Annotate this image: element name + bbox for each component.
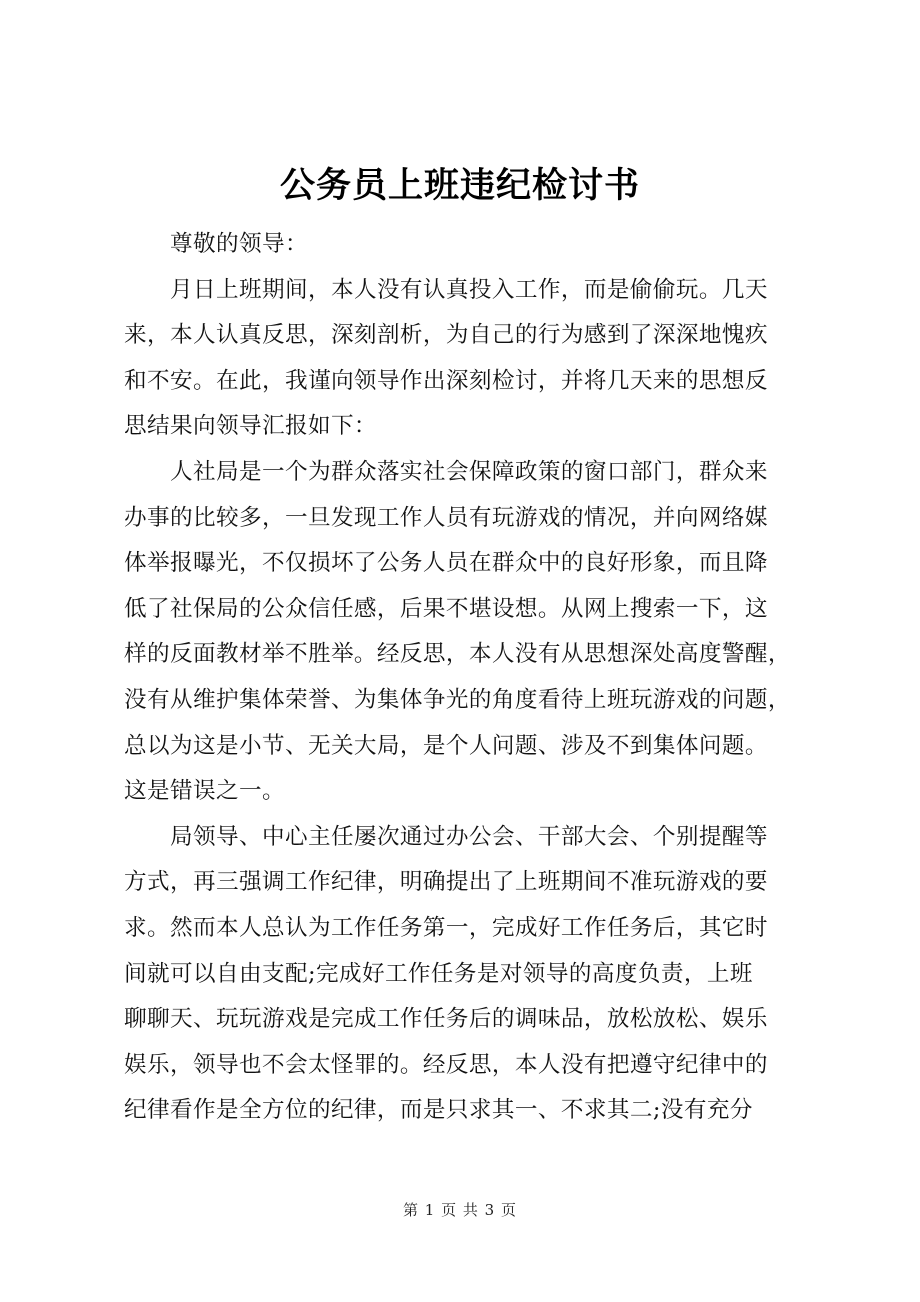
text-line: 低了社保局的公众信任感，后果不堪设想。从网上搜索一下，这	[124, 595, 768, 622]
page-number-footer: 第 1 页 共 3 页	[403, 1201, 517, 1219]
text-line: 月日上班期间，本人没有认真投入工作，而是偷偷玩。几天	[170, 276, 768, 303]
document-title: 公务员上班违纪检讨书	[279, 166, 640, 206]
document-body	[124, 222, 814, 1134]
text-line: 尊敬的领导：	[170, 231, 308, 257]
text-line: 求。然而本人总认为工作任务第一，完成好工作任务后，其它时	[124, 914, 768, 941]
text-line: 聊聊天、玩玩游戏是完成工作任务后的调味品，放松放松、娱乐	[124, 1006, 768, 1033]
text-line: 没有从维护集体荣誉、为集体争光的角度看待上班玩游戏的问题，	[124, 686, 791, 713]
text-line: 体举报曝光，不仅损坏了公务人员在群众中的良好形象，而且降	[124, 550, 768, 577]
text-line: 来，本人认真反思，深刻剖析，为自己的行为感到了深深地愧疚	[124, 322, 768, 349]
text-line: 人社局是一个为群众落实社会保障政策的窗口部门，群众来	[170, 458, 768, 485]
text-line: 办事的比较多，一旦发现工作人员有玩游戏的情况，并向网络媒	[124, 504, 768, 531]
text-line: 思结果向领导汇报如下：	[124, 413, 377, 440]
text-line: 方式，再三强调工作纪律，明确提出了上班期间不准玩游戏的要	[124, 869, 768, 896]
text-line: 间就可以自由支配;完成好工作任务是对领导的高度负责，上班	[124, 960, 753, 987]
text-line: 纪律看作是全方位的纪律，而是只求其一、不求其二;没有充分	[124, 1097, 753, 1124]
text-line: 娱乐，领导也不会太怪罪的。经反思，本人没有把遵守纪律中的	[124, 1051, 768, 1078]
text-line: 和不安。在此，我谨向领导作出深刻检讨，并将几天来的思想反	[124, 367, 768, 394]
text-line: 局领导、中心主任屡次通过办公会、干部大会、个别提醒等	[170, 823, 768, 850]
text-line: 这是错误之一。	[124, 778, 285, 805]
text-line: 总以为这是小节、无关大局，是个人问题、涉及不到集体问题。	[124, 732, 768, 759]
text-line: 样的反面教材举不胜举。经反思，本人没有从思想深处高度警醒，	[124, 641, 791, 668]
